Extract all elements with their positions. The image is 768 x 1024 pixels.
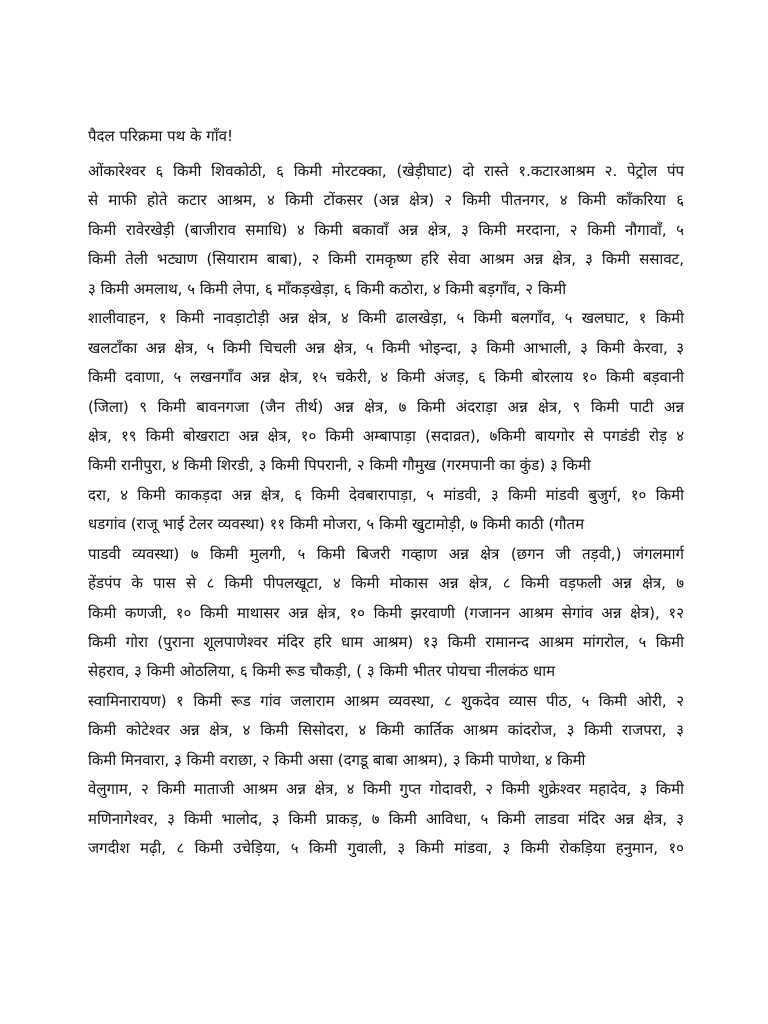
text-line: धडगांव (राजू भाई टेलर व्यवस्था) ११ किमी मोजरा, ५ किमी खुटामोड़ी, ७ किमी काठी (गौतम — [88, 515, 585, 534]
text-line: क्षेत्र, १९ किमी बोखराटा अन्न क्षेत्र, १० किमी अम्बापाड़ा (सदाव्रत), ७किमी बायगोर से पगडंडी रोड़ ४ — [88, 426, 684, 445]
text-line: किमी कणजी, १० किमी माथासर अन्न क्षेत्र, १० किमी झरवाणी (गजानन आश्रम सेगांव अन्न क्षेत्र), १२ — [88, 603, 684, 622]
text-line: वेलुगाम, २ किमी माताजी आश्रम अन्न क्षेत्र, ४ किमी गुप्त गोदावरी, २ किमी शुक्रेश्वर महादेव, ३ किमी — [88, 780, 684, 799]
text-line: ओंकारेश्वर ६ किमी शिवकोठी, ६ किमी मोरटक्का, (खेड़ीघाट) दो रास्ते १.कटारआश्रम २. पेट्रोल पंप — [88, 162, 684, 180]
text-line: स्वामिनारायण) १ किमी रूड गांव जलाराम आश्रम व्यवस्था, ८ शुकदेव व्यास पीठ, ५ किमी ओरी, २ — [88, 691, 684, 710]
text-line: दरा, ४ किमी काकड़दा अन्न क्षेत्र, ६ किमी देवबारापाड़ा, ५ मांडवी, ३ किमी मांडवी बुजुर्ग, १० किमी — [88, 485, 684, 504]
text-line: किमी कोटेश्वर अन्न क्षेत्र, ४ किमी सिसोदरा, ४ किमी कार्तिक आश्रम कांदरोज, ३ किमी राजपरा, ३ — [88, 721, 684, 740]
text-line: शालीवाहन, १ किमी नावड़ाटोड़ी अन्न क्षेत्र, ४ किमी ढालखेड़ा, ५ किमी बलगाँव, ५ खलघाट, १ किमी — [88, 309, 684, 328]
document-title: पैदल परिक्रमा पथ के गाँव! — [88, 127, 233, 145]
text-line: किमी मिनवारा, ३ किमी वराछा, २ किमी असा (दगडू बाबा आश्रम), ३ किमी पाणेथा, ४ किमी — [88, 750, 586, 769]
text-line: किमी रानीपुरा, ४ किमी शिरडी, ३ किमी पिपरानी, २ किमी गौमुख (गरमपानी का कुंड) ३ किमी — [88, 456, 591, 475]
text-line: मणिनागेश्वर, ३ किमी भालोद, ३ किमी प्राकड़, ७ किमी आविधा, ५ किमी लाडवा मंदिर अन्न क्षेत्र, ३ — [88, 809, 684, 828]
text-line: खलटाँका अन्न क्षेत्र, ५ किमी चिचली अन्न क्षेत्र, ५ किमी भोइन्दा, ३ किमी आभाली, ३ किमी केरवा, ३ — [88, 338, 684, 357]
text-line: किमी तेली भट्याण (सियाराम बाबा), २ किमी रामकृष्ण हरि सेवा आश्रम अन्न क्षेत्र, ३ किमी ससावट, — [88, 250, 684, 269]
text-line: किमी रावेरखेड़ी (बाजीराव समाधि) ४ किमी बकावाँ अन्न क्षेत्र, ३ किमी मरदाना, २ किमी नौगावाँ, ५ — [88, 220, 684, 239]
text-line: सेहराव, ३ किमी ओठलिया, ६ किमी रूड चौकड़ी, ( ३ किमी भीतर पोयचा नीलकंठ धाम — [88, 662, 556, 681]
text-line: हेंडपंप के पास से ८ किमी पीपलखूटा, ४ किमी मोकास अन्न क्षेत्र, ८ किमी वड़फली अन्न क्षेत्र, ७ — [88, 574, 684, 593]
text-line: (जिला) ९ किमी बावनगजा (जैन तीर्थ) अन्न क्षेत्र, ७ किमी अंदराड़ा अन्न क्षेत्र, ९ किमी पाटी अन्न — [88, 397, 684, 416]
text-line: ३ किमी अमलाथ, ५ किमी लेपा, ६ माँकड़खेड़ा, ६ किमी कठोरा, ४ किमी बड़गाँव, २ किमी — [88, 279, 567, 298]
document-body — [88, 158, 684, 865]
text-line: पाडवी व्यवस्था) ७ किमी मुलगी, ५ किमी बिजरी गव्हाण अन्न क्षेत्र (छगन जी तड़वी,) जंगलमार्ग — [88, 544, 684, 563]
text-line: से माफी होते कटार आश्रम, ४ किमी टोंकसर (अन्न क्षेत्र) २ किमी पीतनगर, ४ किमी काँकरिया ६ — [88, 191, 684, 210]
text-line: किमी दवाणा, ५ लखनगाँव अन्न क्षेत्र, १५ चकेरी, ४ किमी अंजड़, ६ किमी बोरलाय १० किमी बड़वानी — [88, 368, 684, 387]
text-line: किमी गोरा (पुराना शूलपाणेश्वर मंदिर हरि धाम आश्रम) १३ किमी रामानन्द आश्रम मांगरोल, ५ किमी — [88, 633, 684, 651]
text-line: जगदीश मढ़ी, ८ किमी उचेड़िया, ५ किमी गुवाली, ३ किमी मांडवा, ३ किमी रोकड़िया हनुमान, १० — [88, 839, 684, 858]
